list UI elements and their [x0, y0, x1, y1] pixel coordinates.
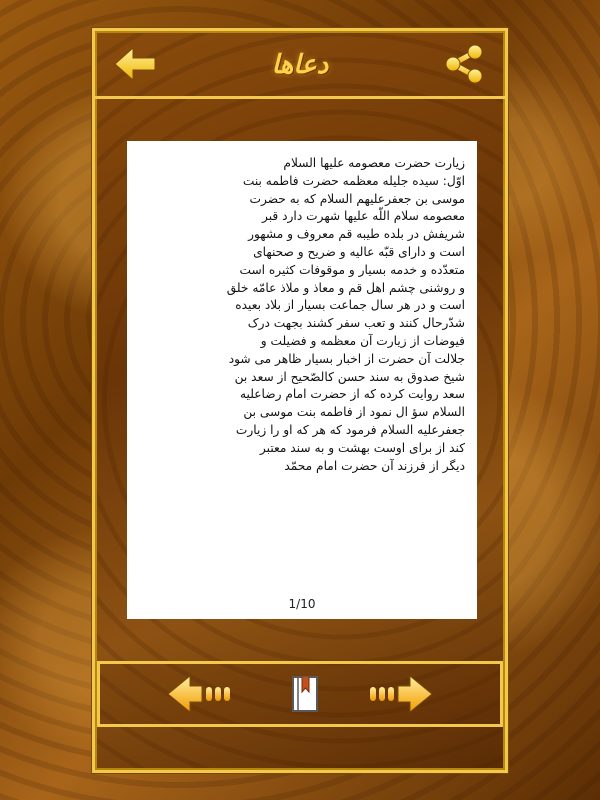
text-line: موسی بن جعفرعلیهم السلام که به حضرت	[249, 191, 465, 206]
next-page-button[interactable]	[364, 672, 434, 716]
text-line: اوّل: سیده جلیله معظمه حضرت فاطمه بنت	[242, 173, 465, 188]
text-line: سعد روایت کرده که از حضرت امام رضاعلیه	[239, 387, 465, 402]
text-line: جعفرعلیه السلام فرمود که هر که او را زیارت	[235, 422, 465, 437]
arrow-left-icon	[166, 672, 236, 716]
prayer-text[interactable]	[139, 155, 465, 585]
arrow-right-icon	[364, 672, 434, 716]
arrow-left-icon	[111, 44, 159, 84]
previous-page-button[interactable]	[166, 672, 236, 716]
back-button[interactable]	[109, 41, 161, 87]
bookmark-icon	[290, 674, 320, 714]
page-indicator: 1/10	[288, 597, 316, 611]
text-line: کند از برای اوست بهشت و به سند معتبر	[259, 440, 465, 455]
share-button[interactable]	[441, 41, 487, 87]
text-line: است و دارای قبّه عالیه و ضریح و صحنهای	[253, 244, 465, 259]
content-card[interactable]	[127, 141, 477, 619]
text-line: است و در هر سال جماعت بسیار از بلاد بعیده	[235, 298, 465, 313]
page-title: دعاها	[271, 50, 329, 80]
share-icon	[443, 43, 485, 85]
text-line: جلالت آن حضرت از اخبار بسیار ظاهر می شود	[228, 351, 465, 366]
text-line: معصومه سلام اللّه علیها شهرت دارد قبر	[262, 209, 465, 224]
text-line: شریفش در بلده طیبه قم معروف و مشهور	[248, 227, 465, 242]
header-bar	[95, 31, 505, 99]
bottom-nav-bar	[97, 661, 503, 727]
bookmark-button[interactable]	[288, 672, 322, 716]
text-line: فیوضات از زیارت آن معظمه و فضیلت و	[260, 333, 465, 348]
text-line: زیارت حضرت معصومه علیها السلام	[283, 156, 465, 170]
main-frame	[92, 28, 508, 773]
text-line: و روشنی چشم اهل قم و معاذ و ملاذ عامّه خلق	[226, 280, 465, 295]
text-line: متعدّده و خدمه بسیار و موقوفات کثیره است	[239, 262, 465, 277]
text-line: شدّرحال کنند و تعب سفر کشند بجهت درک	[247, 316, 465, 331]
text-line: السلام سؤ ال نمود از فاطمه بنت موسی بن	[243, 405, 465, 420]
text-line: شیخ صدوق به سند حسن کالصّحیح از سعد بن	[234, 369, 465, 384]
text-line: دیگر از فرزند آن حضرت امام محمّد	[284, 458, 465, 473]
